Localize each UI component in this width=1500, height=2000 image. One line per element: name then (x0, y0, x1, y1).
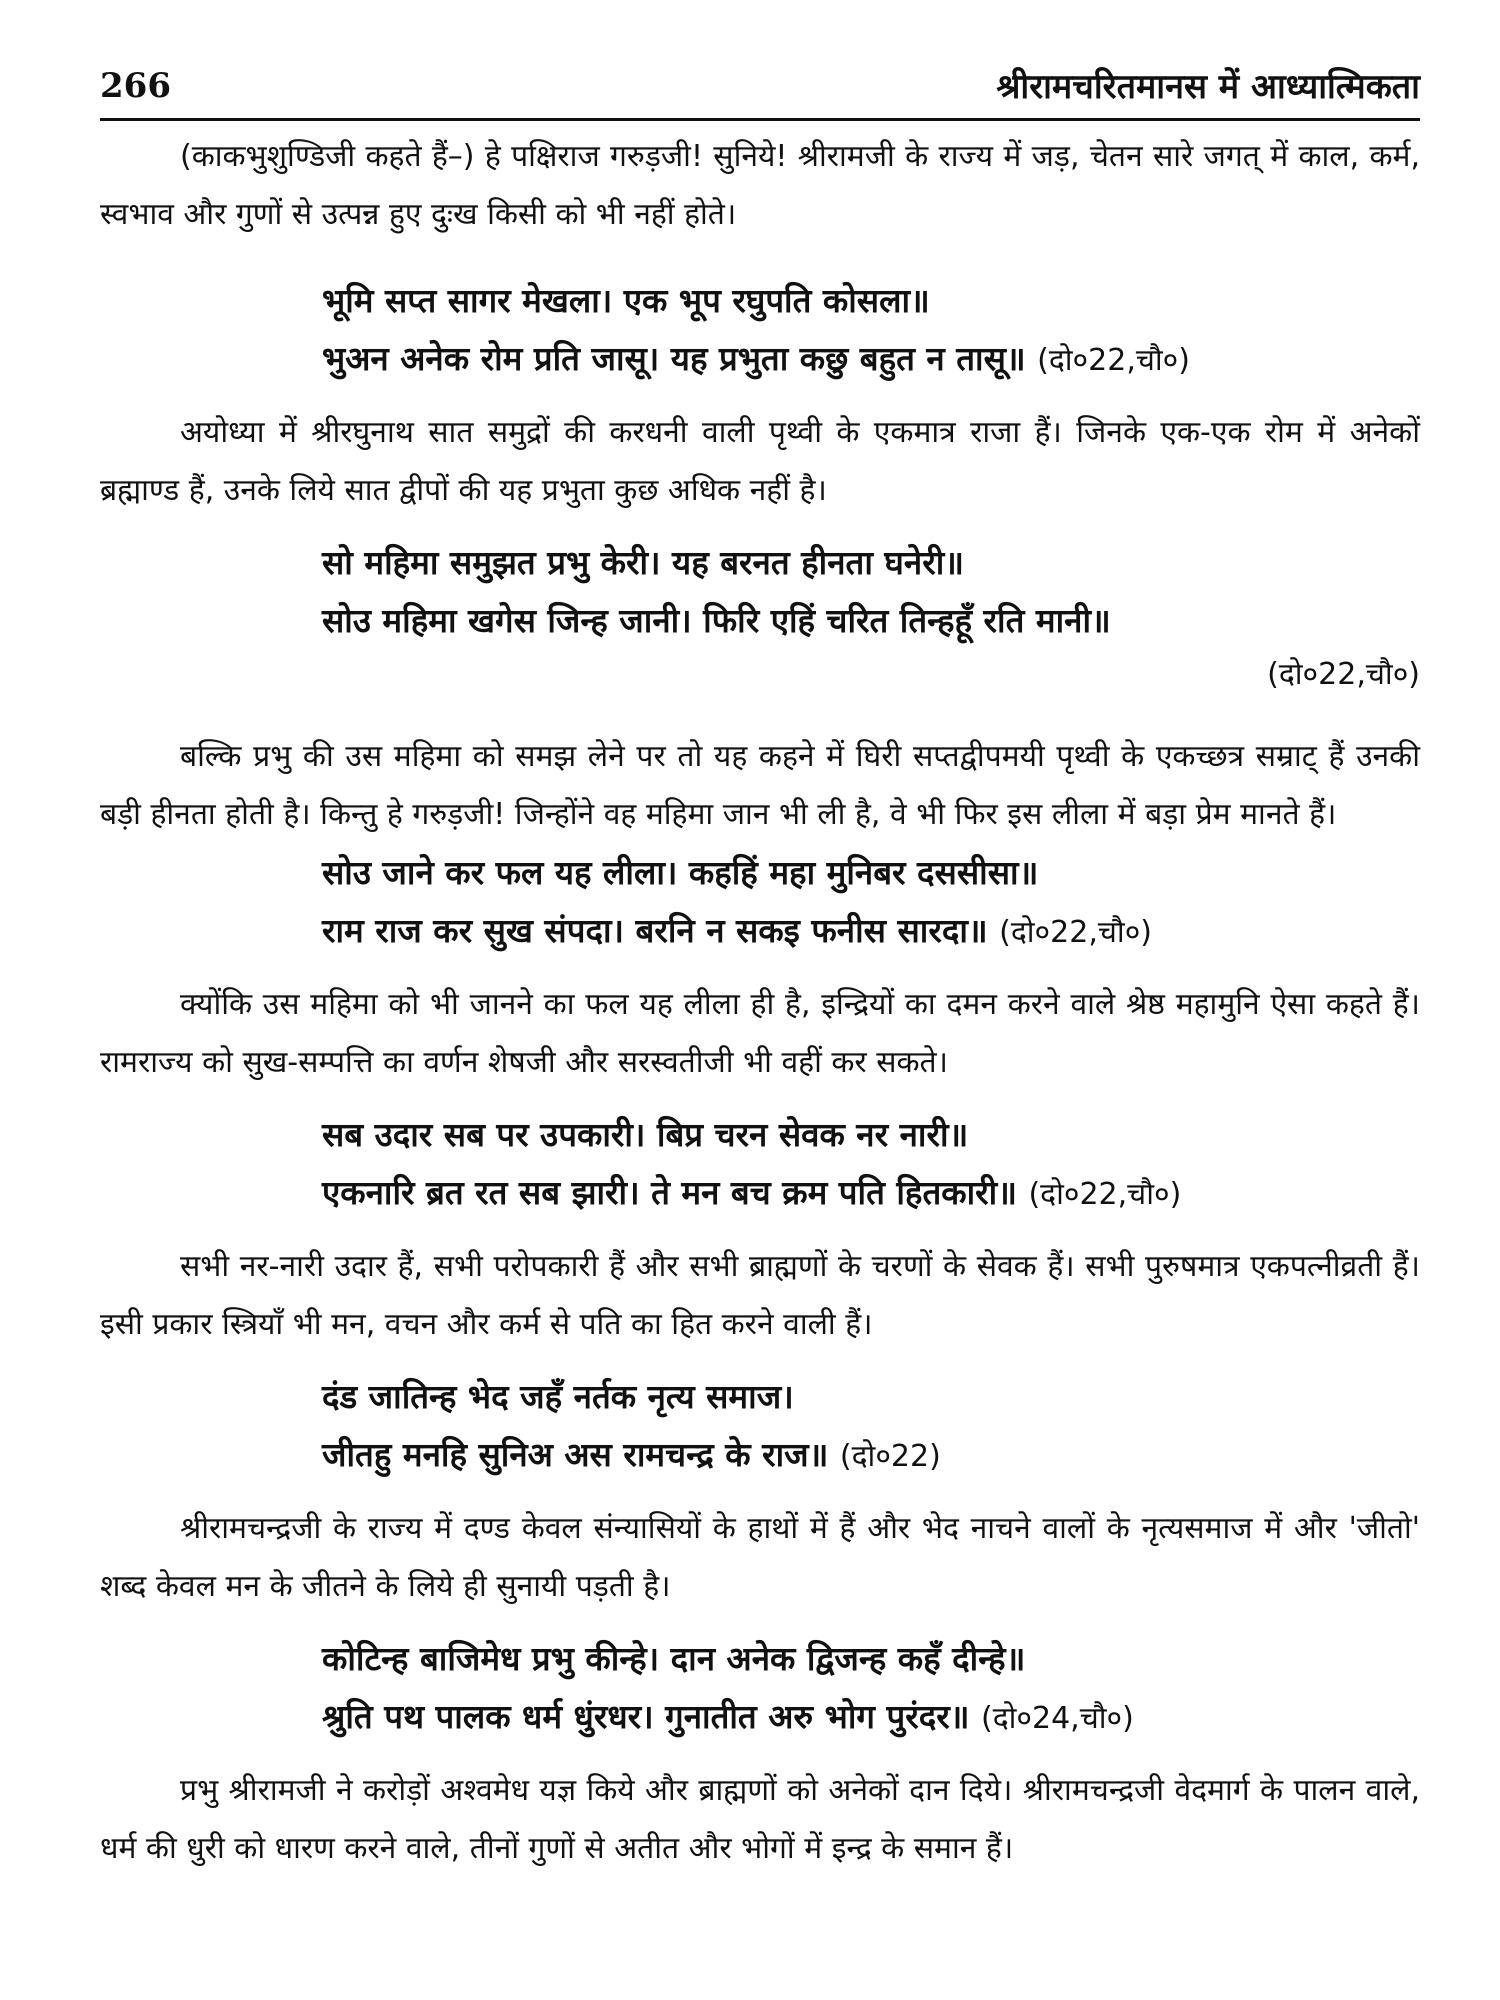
verse-line: दंड जातिन्ह भेद जहँ नर्तक नृत्य समाज। (322, 1377, 794, 1416)
verse-text: भुअन अनेक रोम प्रति जासू। यह प्रभुता कछु बहुत न तासू॥ (322, 339, 1026, 378)
verse-line: भूमि सप्त सागर मेखला। एक भूप रघुपति कोसला॥ (322, 281, 930, 320)
verse-reference: (दो०22) (839, 1439, 941, 1474)
verse-line (322, 1688, 1420, 1748)
page-number: 266 (100, 66, 171, 106)
verse-text: एकनारि ब्रत रत सब झारी। ते मन बच क्रम पति हितकारी॥ (322, 1173, 1017, 1212)
verse-3 (100, 844, 1420, 962)
verse-line: सो महिमा समुझत प्रभु केरी। यह बरनत हीनता घनेरी॥ (322, 543, 965, 582)
paragraph-4: क्योंकि उस महिमा को भी जानने का फल यह लीला ही है, इन्द्रियों का दमन करने वाले श्रेष्ठ महामुनि ऐसा कहते हैं। रामराज्य को सुख-सम्पत्ति का वर्णन शेषजी और सरस्वतीजी भी वहीं कर सकते। (100, 987, 1420, 1080)
verse-5 (100, 1368, 1420, 1486)
verse-reference: (दो०22,चौ०) (1037, 343, 1190, 378)
page-content (100, 128, 1420, 1878)
running-title: श्रीरामचरितमानस में आध्यात्मिकता (996, 67, 1420, 107)
verse-text: श्रुति पथ पालक धर्म धुंरधर। गुनातीत अरु भोग पुरंदर॥ (322, 1697, 970, 1736)
verse-line: सोउ जाने कर फल यह लीला। कहहिं महा मुनिबर दससीसा॥ (322, 853, 1039, 892)
verse-line: कोटिन्ह बाजिमेध प्रभु कीन्हे। दान अनेक द्विजन्ह कहँ दीन्हे॥ (322, 1639, 1026, 1678)
verse-reference: (दो०22,चौ०) (1267, 657, 1420, 692)
paragraph-3: बल्कि प्रभु की उस महिमा को समझ लेने पर तो यह कहने में घिरी सप्तद्वीपमयी पृथ्वी के एकच्छत्र सम्राट् हैं उनकी बड़ी हीनता होती है। किन्तु हे गरुड़जी! जिन्होंने वह महिमा जान भी ली है, वे भी फिर इस लीला में बड़ा प्रेम मानते हैं। (100, 739, 1420, 832)
verse-6 (100, 1630, 1420, 1748)
verse-line (322, 1164, 1420, 1224)
header-rule (100, 118, 1420, 121)
verse-4 (100, 1106, 1420, 1224)
paragraph-7: प्रभु श्रीरामजी ने करोड़ों अश्वमेध यज्ञ किये और ब्राह्मणों को अनेकों दान दिये। श्रीरामचन्द्रजी वेदमार्ग के पालन वाले, धर्म की धुरी को धारण करने वाले, तीनों गुणों से अतीत और भोगों में इन्द्र के समान हैं। (100, 1773, 1420, 1866)
page-header (100, 58, 1420, 114)
verse-line (322, 1426, 1420, 1486)
paragraph-2: अयोध्या में श्रीरघुनाथ सात समुद्रों की करधनी वाली पृथ्वी के एकमात्र राजा हैं। जिनके एक-एक रोम में अनेकों ब्रह्माण्ड हैं, उनके लिये सात द्वीपों की यह प्रभुता कुछ अधिक नहीं है। (100, 415, 1420, 508)
verse-text: जीतहु मनहि सुनिअ अस रामचन्द्र के राज॥ (322, 1435, 829, 1474)
verse-line: सोउ महिमा खगेस जिन्ह जानी। फिरि एहिं चरित तिन्हहूँ रति मानी॥ (322, 601, 1111, 640)
paragraph-1: (काकभुशुण्डिजी कहते हैं–) हे पक्षिराज गरुड़जी! सुनिये! श्रीरामजी के राज्य में जड़, चेतन सारे जगत् में काल, कर्म, स्वभाव और गुणों से उत्पन्न हुए दुःख किसी को भी नहीं होते। (100, 139, 1420, 232)
verse-line (322, 330, 1420, 390)
paragraph-6: श्रीरामचन्द्रजी के राज्य में दण्ड केवल संन्यासियों के हाथों में हैं और भेद नाचने वालों के नृत्यसमाज में और 'जीतो' शब्द केवल मन के जीतने के लिये ही सुनायी पड़ती है। (100, 1511, 1420, 1604)
verse-reference: (दो०24,चौ०) (981, 1701, 1134, 1736)
verse-1 (100, 272, 1420, 390)
verse-reference: (दो०22,चौ०) (999, 915, 1152, 950)
verse-2 (100, 534, 1420, 650)
verse-reference: (दो०22,चौ०) (1028, 1177, 1182, 1212)
verse-line (322, 902, 1420, 962)
verse-text: राम राज कर सुख संपदा। बरनि न सकइ फनीस सारदा॥ (322, 911, 988, 950)
verse-line: सब उदार सब पर उपकारी। बिप्र चरन सेवक नर नारी॥ (322, 1115, 969, 1154)
paragraph-5: सभी नर-नारी उदार हैं, सभी परोपकारी हैं और सभी ब्राह्मणों के चरणों के सेवक हैं। सभी पुरुषमात्र एकपत्नीव्रती हैं। इसी प्रकार स्त्रियाँ भी मन, वचन और कर्म से पति का हित करने वाली हैं। (100, 1249, 1420, 1342)
